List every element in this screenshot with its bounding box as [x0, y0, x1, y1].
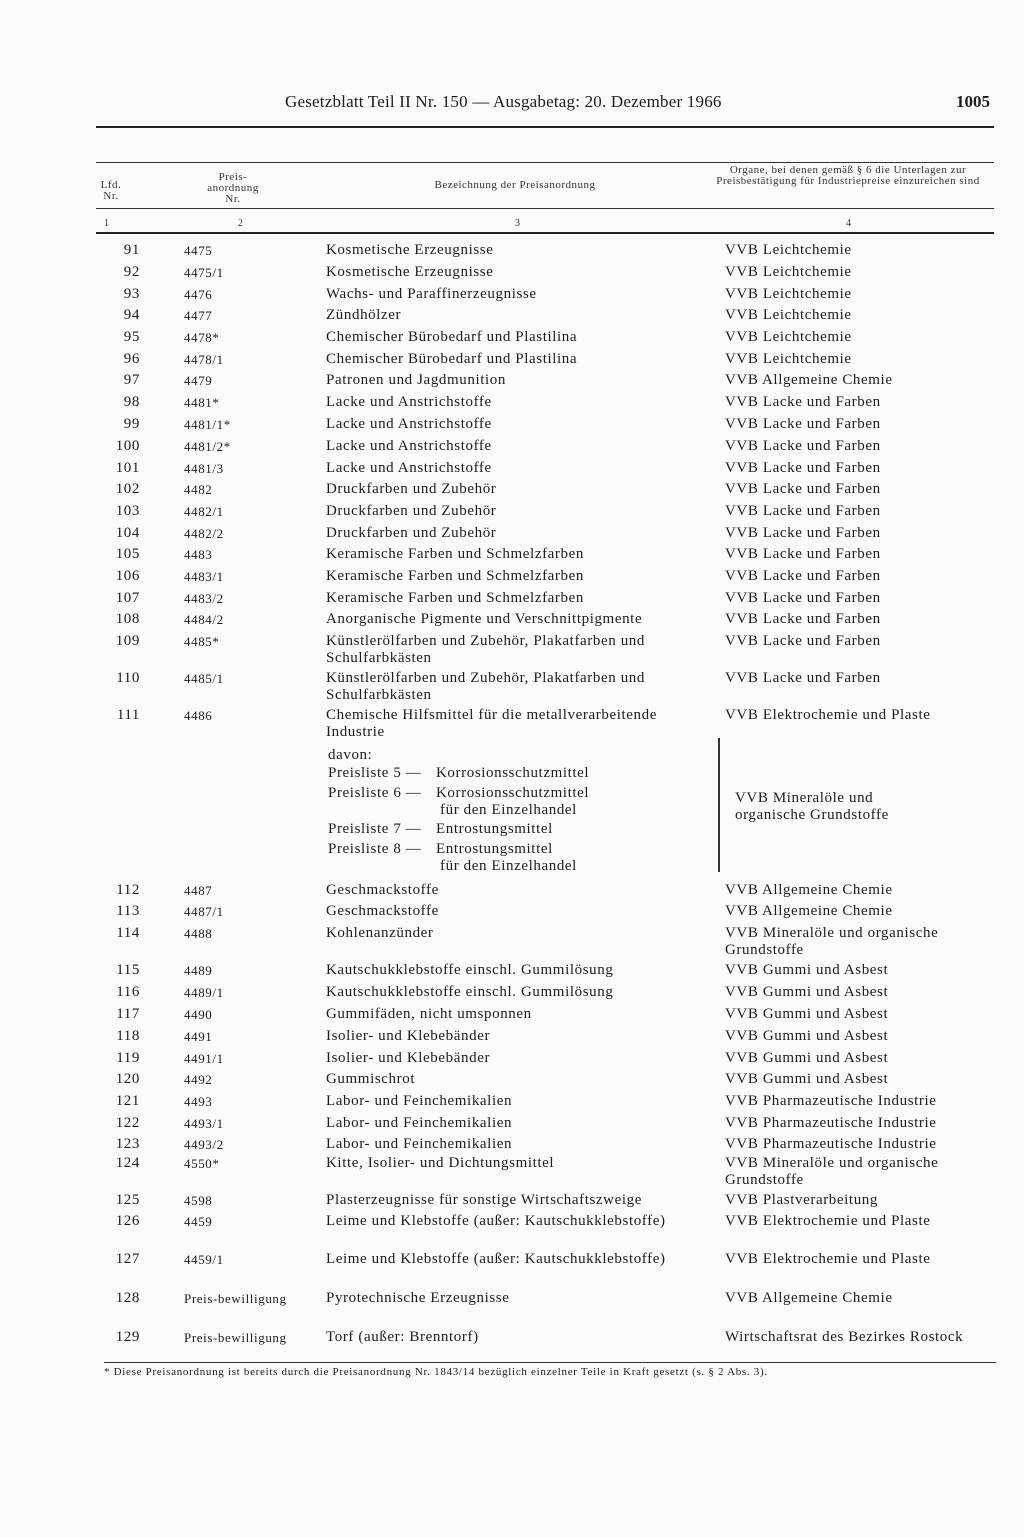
- price-order-name: Kitte, Isolier- und Dichtungsmittel: [326, 1155, 555, 1171]
- row-number: 106: [115, 568, 140, 584]
- price-order-number: 4475/1: [184, 265, 224, 280]
- price-order-name: Gummifäden, nicht umsponnen: [326, 1006, 532, 1022]
- header-divider-rule: [96, 208, 994, 209]
- row-number: 100: [115, 438, 140, 454]
- price-order-number: 4491/1: [184, 1051, 224, 1066]
- responsible-organ: VVB Lacke und Farben: [725, 590, 881, 606]
- price-order-number: 4459/1: [184, 1252, 224, 1267]
- responsible-organ: VVB Allgemeine Chemie: [725, 882, 893, 898]
- sub-entry-text: Korrosionsschutzmittel: [436, 765, 590, 781]
- row-number: 109: [115, 633, 140, 649]
- responsible-organ: VVB Elektrochemie und Plaste: [725, 1213, 931, 1229]
- price-order-number: 4550*: [184, 1156, 220, 1171]
- price-order-name: Wachs- und Paraffinerzeugnisse: [326, 286, 537, 302]
- price-order-number: 4491: [184, 1029, 213, 1044]
- responsible-organ: VVB Lacke und Farben: [725, 460, 881, 476]
- price-order-name: Isolier- und Klebebänder: [326, 1050, 491, 1066]
- column-number-2: 2: [238, 218, 243, 229]
- responsible-organ: VVB Leichtchemie: [725, 264, 852, 280]
- price-order-name: Kosmetische Erzeugnisse: [326, 242, 494, 258]
- grouping-brace: [718, 738, 728, 872]
- price-order-number: 4490: [184, 1007, 213, 1022]
- row-number: 105: [115, 546, 140, 562]
- price-order-name: Keramische Farben und Schmelzfarben: [326, 568, 584, 584]
- price-order-number: 4492: [184, 1072, 213, 1087]
- responsible-organ: VVB Leichtchemie: [725, 286, 852, 302]
- sub-entry-continuation: für den Einzelhandel: [440, 802, 577, 818]
- row-number: 97: [123, 372, 140, 388]
- sub-entry: [328, 821, 553, 838]
- responsible-organ: VVB Allgemeine Chemie: [725, 372, 893, 388]
- responsible-organ: VVB Pharmazeutische Industrie: [725, 1136, 937, 1152]
- responsible-organ: VVB Leichtchemie: [725, 351, 852, 367]
- price-order-number: 4488: [184, 926, 213, 941]
- price-order-number: 4485/1: [184, 671, 224, 686]
- responsible-organ: VVB Elektrochemie und Plaste: [725, 707, 931, 723]
- row-number: 112: [116, 882, 140, 898]
- column-header-bezeichnung: Bezeichnung der Preisanordnung: [434, 179, 596, 191]
- row-number: 124: [115, 1155, 140, 1171]
- table-bottom-rule: [104, 1362, 996, 1363]
- sub-entry-text: Entrostungsmittel: [436, 841, 553, 857]
- price-order-name: Labor- und Feinchemikalien: [326, 1115, 513, 1131]
- column-number-3: 3: [515, 218, 520, 229]
- price-order-number: 4487: [184, 883, 213, 898]
- responsible-organ: VVB Lacke und Farben: [725, 611, 881, 627]
- row-number: 94: [123, 307, 140, 323]
- price-order-number: 4483: [184, 547, 213, 562]
- price-order-name: Lacke und Anstrichstoffe: [326, 416, 492, 432]
- row-number: 121: [115, 1093, 140, 1109]
- price-order-name: Lacke und Anstrichstoffe: [326, 438, 492, 454]
- row-number: 102: [115, 481, 140, 497]
- responsible-organ: VVB Gummi und Asbest: [725, 984, 889, 1000]
- row-number: 92: [123, 264, 140, 280]
- price-order-name: Kautschukklebstoffe einschl. Gummilösung: [326, 984, 614, 1000]
- responsible-organ: VVB Leichtchemie: [725, 307, 852, 323]
- row-number: 126: [115, 1213, 140, 1229]
- price-order-number: 4479: [184, 373, 213, 388]
- sub-entry-continuation: für den Einzelhandel: [440, 858, 577, 874]
- price-order-number: 4598: [184, 1193, 213, 1208]
- column-number-4: 4: [846, 218, 851, 229]
- sub-entry-label: Preisliste 7 —: [328, 821, 422, 837]
- price-order-name: Lacke und Anstrichstoffe: [326, 394, 492, 410]
- price-order-number: 4489: [184, 963, 213, 978]
- responsible-organ: VVB Lacke und Farben: [725, 503, 881, 519]
- responsible-organ: VVB Gummi und Asbest: [725, 1006, 889, 1022]
- column-number-1: 1: [104, 218, 109, 229]
- page-header: [0, 92, 1024, 118]
- row-number: 118: [116, 1028, 140, 1044]
- price-order-number: 4483/2: [184, 591, 224, 606]
- sub-entry-label: Preisliste 5 —: [328, 765, 422, 781]
- price-order-number: 4489/1: [184, 985, 224, 1000]
- footnote: * Diese Preisanordnung ist bereits durch die Preisanordnung Nr. 1843/14 bezüglich einzelner Teile in Kraft gesetzt (s. § 2 Abs. 3).: [104, 1366, 768, 1378]
- responsible-organ: VVB Lacke und Farben: [725, 568, 881, 584]
- sub-entry-text: Korrosionsschutzmittel: [436, 785, 590, 801]
- price-order-name: Geschmackstoffe: [326, 903, 439, 919]
- price-order-name: Chemischer Bürobedarf und Plastilina: [326, 351, 578, 367]
- price-order-number: 4459: [184, 1214, 213, 1229]
- row-number: 116: [116, 984, 140, 1000]
- header-rule: [96, 126, 994, 128]
- row-number: 115: [116, 962, 140, 978]
- price-order-number: 4483/1: [184, 569, 224, 584]
- sub-intro: davon:: [328, 747, 373, 763]
- price-order-name: Druckfarben und Zubehör: [326, 481, 497, 497]
- responsible-organ: VVB Lacke und Farben: [725, 525, 881, 541]
- responsible-organ: VVB Lacke und Farben: [725, 546, 881, 562]
- row-number: 128: [115, 1290, 140, 1306]
- row-number: 98: [123, 394, 140, 410]
- price-order-name: Isolier- und Klebebänder: [326, 1028, 491, 1044]
- row-number: 114: [116, 925, 140, 941]
- row-number: 108: [115, 611, 140, 627]
- price-order-name: Gummischrot: [326, 1071, 416, 1087]
- price-order-name: Patronen und Jagdmunition: [326, 372, 506, 388]
- row-number: 104: [115, 525, 140, 541]
- row-number: 120: [115, 1071, 140, 1087]
- price-order-name: Künstlerölfarben und Zubehör, Plakatfarben und Schulfarbkästen: [326, 633, 645, 666]
- sub-entry: [328, 785, 589, 819]
- price-order-name: Leime und Klebstoffe (außer: Kautschukklebstoffe): [326, 1213, 666, 1229]
- price-order-number: 4481/2*: [184, 439, 231, 454]
- price-order-name: Kohlenanzünder: [326, 925, 434, 941]
- row-number: 101: [115, 460, 140, 476]
- sub-entries-organ: VVB Mineralöle und organische Grundstoffe: [735, 790, 889, 823]
- responsible-organ: VVB Pharmazeutische Industrie: [725, 1093, 937, 1109]
- price-order-name: Geschmackstoffe: [326, 882, 439, 898]
- column-header-lfd-nr: Lfd. Nr.: [100, 179, 122, 202]
- price-order-name: Lacke und Anstrichstoffe: [326, 460, 492, 476]
- price-order-number: 4493/2: [184, 1137, 224, 1152]
- price-order-name: Leime und Klebstoffe (außer: Kautschukklebstoffe): [326, 1251, 666, 1267]
- price-order-number: 4482/1: [184, 504, 224, 519]
- row-number: 95: [123, 329, 140, 345]
- responsible-organ: VVB Mineralöle und organische Grundstoffe: [725, 925, 939, 958]
- price-order-name: Anorganische Pigmente und Verschnittpigmente: [326, 611, 643, 627]
- responsible-organ: VVB Lacke und Farben: [725, 394, 881, 410]
- column-header-preisanordnung: Preis-anordnung Nr.: [207, 171, 259, 205]
- price-order-name: Druckfarben und Zubehör: [326, 525, 497, 541]
- responsible-organ: VVB Mineralöle und organische Grundstoffe: [725, 1155, 939, 1188]
- row-number: 107: [115, 590, 140, 606]
- sub-entry-text: Entrostungsmittel: [436, 821, 553, 837]
- price-order-number: Preis-bewilligung: [184, 1330, 287, 1345]
- responsible-organ: VVB Gummi und Asbest: [725, 1028, 889, 1044]
- price-order-name: Labor- und Feinchemikalien: [326, 1093, 513, 1109]
- responsible-organ: VVB Plastverarbeitung: [725, 1192, 878, 1208]
- row-number: 110: [116, 670, 140, 686]
- price-order-name: Druckfarben und Zubehör: [326, 503, 497, 519]
- price-order-number: 4478*: [184, 330, 220, 345]
- price-order-number: 4493: [184, 1094, 213, 1109]
- responsible-organ: VVB Elektrochemie und Plaste: [725, 1251, 931, 1267]
- row-number: 93: [123, 286, 140, 302]
- price-order-name: Chemischer Bürobedarf und Plastilina: [326, 329, 578, 345]
- price-order-number: 4478/1: [184, 352, 224, 367]
- price-order-number: 4485*: [184, 634, 220, 649]
- row-number: 129: [115, 1329, 140, 1345]
- price-order-number: 4487/1: [184, 904, 224, 919]
- row-number: 96: [123, 351, 140, 367]
- responsible-organ: VVB Gummi und Asbest: [725, 1050, 889, 1066]
- price-order-name: Kautschukklebstoffe einschl. Gummilösung: [326, 962, 614, 978]
- row-number: 119: [116, 1050, 140, 1066]
- responsible-organ: VVB Leichtchemie: [725, 329, 852, 345]
- table-top-rule: [96, 162, 994, 163]
- row-number: 99: [123, 416, 140, 432]
- price-order-number: 4486: [184, 708, 213, 723]
- row-number: 111: [116, 707, 140, 723]
- responsible-organ: VVB Allgemeine Chemie: [725, 1290, 893, 1306]
- responsible-organ: Wirtschaftsrat des Bezirkes Rostock: [725, 1329, 964, 1345]
- price-order-number: 4481*: [184, 395, 220, 410]
- price-order-name: Kosmetische Erzeugnisse: [326, 264, 494, 280]
- price-order-number: 4477: [184, 308, 213, 323]
- responsible-organ: VVB Lacke und Farben: [725, 438, 881, 454]
- responsible-organ: VVB Allgemeine Chemie: [725, 903, 893, 919]
- row-number: 113: [116, 903, 140, 919]
- price-order-number: 4481/3: [184, 461, 224, 476]
- price-order-name: Keramische Farben und Schmelzfarben: [326, 590, 584, 606]
- price-order-name: Chemische Hilfsmittel für die metallverarbeitende Industrie: [326, 707, 657, 740]
- page-number: 1005: [956, 92, 990, 111]
- price-order-name: Zündhölzer: [326, 307, 402, 323]
- sub-entry: [328, 841, 577, 875]
- price-order-number: 4476: [184, 287, 213, 302]
- responsible-organ: VVB Leichtchemie: [725, 242, 852, 258]
- price-order-number: 4481/1*: [184, 417, 231, 432]
- price-order-number: 4493/1: [184, 1116, 224, 1131]
- row-number: 103: [115, 503, 140, 519]
- sub-entry: [328, 765, 589, 782]
- responsible-organ: VVB Gummi und Asbest: [725, 962, 889, 978]
- row-number: 127: [115, 1251, 140, 1267]
- row-number: 125: [115, 1192, 140, 1208]
- column-header-organe: Organe, bei denen gemäß § 6 die Unterlagen zur Preisbestätigung für Industriepreise einzureichen sind: [716, 164, 980, 187]
- responsible-organ: VVB Lacke und Farben: [725, 481, 881, 497]
- sub-entry-label: Preisliste 6 —: [328, 785, 422, 801]
- price-order-name: Pyrotechnische Erzeugnisse: [326, 1290, 510, 1306]
- price-order-name: Plasterzeugnisse für sonstige Wirtschaftszweige: [326, 1192, 642, 1208]
- price-order-name: Labor- und Feinchemikalien: [326, 1136, 513, 1152]
- responsible-organ: VVB Lacke und Farben: [725, 633, 881, 649]
- price-order-name: Torf (außer: Brenntorf): [326, 1329, 479, 1345]
- responsible-organ: VVB Pharmazeutische Industrie: [725, 1115, 937, 1131]
- row-number: 91: [123, 242, 140, 258]
- price-order-number: 4475: [184, 243, 213, 258]
- row-number: 117: [116, 1006, 140, 1022]
- row-number: 123: [115, 1136, 140, 1152]
- price-order-name: Keramische Farben und Schmelzfarben: [326, 546, 584, 562]
- price-order-number: 4482/2: [184, 526, 224, 541]
- body-top-rule: [96, 232, 994, 234]
- sub-entry-label: Preisliste 8 —: [328, 841, 422, 857]
- responsible-organ: VVB Lacke und Farben: [725, 416, 881, 432]
- responsible-organ: VVB Lacke und Farben: [725, 670, 881, 686]
- header-title: Gesetzblatt Teil II Nr. 150 — Ausgabetag: 20. Dezember 1966: [285, 92, 722, 111]
- price-order-number: Preis-bewilligung: [184, 1291, 287, 1306]
- row-number: 122: [115, 1115, 140, 1131]
- price-order-name: Künstlerölfarben und Zubehör, Plakatfarben und Schulfarbkästen: [326, 670, 645, 703]
- price-order-number: 4482: [184, 482, 213, 497]
- price-order-number: 4484/2: [184, 612, 224, 627]
- responsible-organ: VVB Gummi und Asbest: [725, 1071, 889, 1087]
